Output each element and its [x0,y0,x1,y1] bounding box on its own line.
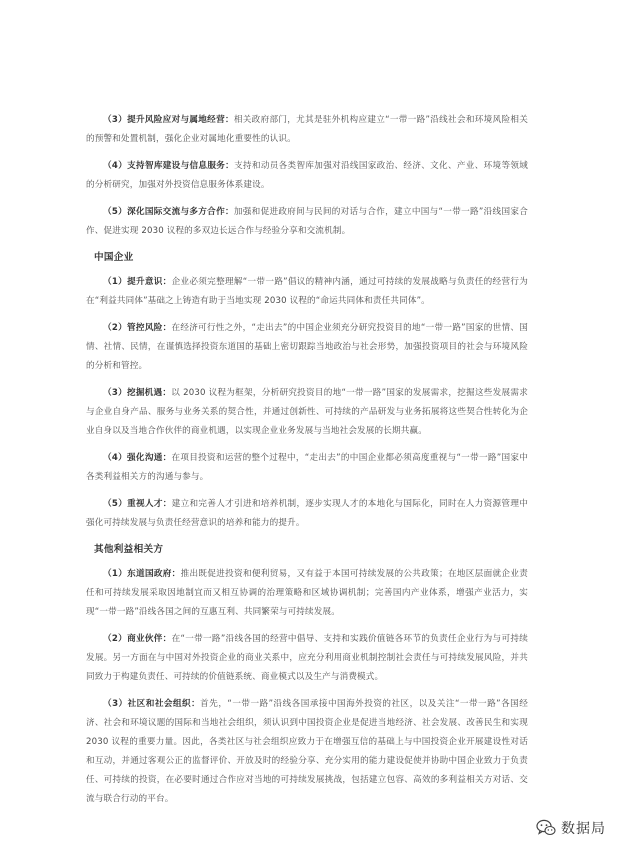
paragraph [86,319,528,376]
paragraph [86,384,528,441]
paragraph-text: 首先，“一带一路”沿线各国承接中国海外投资的社区，以及关注“一带一路”各国经济、社会和环境议题的国际和当地社会组织，须认识到中国投资企业是促进当地经济、社会发展、改善民生和实现 2030 议程的重要力量。因此，各类社区与社会组织应致力于在增强互信的基础上与中国投资企业开展建设性对话和互动，并通过客观公正的监督评价、开放及时的经验分享、充分实用的能力建设促使并协助中国企业致力于负责任、可持续的投资，在必要时通过合作应对当地的可持续发展挑战，包括建立包容、高效的多利益相关方对话、交流与联合行动的平台。 [86,699,528,804]
document-body [86,111,528,817]
paragraph [86,111,528,149]
paragraph [86,565,528,622]
paragraph-text: 加强和促进政府间与民间的对话与合作，建立中国与“一带一路”沿线国家合作、促进实现 2030 议程的多双边长远合作与经验分享和交流机制。 [86,207,528,236]
paragraph-text: 建立和完善人才引进和培养机制，逐步实现人才的本地化与国际化，同时在人力资源管理中强化可持续发展与负责任经营意识的培养和能力的提升。 [86,499,528,528]
paragraph-text: 在项目投资和运营的整个过程中，“走出去”的中国企业都必须高度重视与“一带一路”国家中各类利益相关方的沟通与参与。 [86,453,528,482]
paragraph-label: （5）重视人才： [103,499,172,509]
paragraph-text: 以 2030 议程为框架，分析研究投资目的地“一带一路”国家的发展需求，挖掘这些发展需求与企业自身产品、服务与业务关系的契合性，并通过创新性、可持续的产品研发与业务拓展将这些契合性转化为企业自身以及当地合作伙伴的商业机遇，以实现企业业务发展与当地社会发展的长期共赢。 [86,388,528,436]
paragraph [86,630,528,687]
watermark-text: 数据局 [561,821,606,837]
section-heading: 其他利益相关方 [94,544,164,555]
paragraph-text: 推出既促进投资和便利贸易，又有益于本国可持续发展的公共政策；在地区层面就企业责任和可持续发展采取因地制宜而又相互协调的治理策略和区域协调机制；完善国内产业体系，增强产业活力，实现“一带一路”沿线各国之间的互惠互利、共同繁荣与可持续发展。 [86,569,528,617]
paragraph-label: （2）管控风险： [103,323,172,333]
paragraph-label: （4）强化沟通： [103,453,172,463]
watermark [536,816,606,840]
group-chinese-enterprises [86,249,528,533]
paragraph-label: （2）商业伙伴： [103,634,172,644]
section-heading: 中国企业 [94,252,134,263]
paragraph [86,273,528,311]
paragraph-text: 相关政府部门，尤其是驻外机构应建立“一带一路”沿线社会和环境风险相关的预警和处置机制，强化企业对属地化重要性的认识。 [86,115,528,144]
group-other-stakeholders [86,541,528,809]
paragraph-text: 在“一带一路”沿线各国的经营中倡导、支持和实践价值链各环节的负责任企业行为与可持续发展。另一方面在与中国对外投资企业的商业关系中，应充分利用商业机制控制社会责任与可持续发展风险，并共同致力于构建负责任、可持续的价值链系统、商业模式以及生产与消费模式。 [86,634,528,682]
paragraph-label: （3）挖掘机遇： [103,388,172,398]
paragraph [86,157,528,195]
group-policy [86,111,528,241]
paragraph-label: （3）社区和社会组织： [103,699,201,709]
paragraph-text: 企业必须完整理解“一带一路”倡议的精神内涵，通过可持续的发展战略与负责任的经营行为在“利益共同体”基础之上铸造有助于当地实现 2030 议程的“命运共同体和责任共同体”。 [86,277,528,306]
paragraph [86,449,528,487]
paragraph [86,695,528,809]
paragraph-label: （1）东道国政府： [103,569,181,579]
paragraph-label: （5）深化国际交流与多方合作： [103,207,234,217]
paragraph-label: （3）提升风险应对与属地经营： [103,115,234,125]
paragraph-text: 支持和动员各类智库加强对沿线国家政治、经济、文化、产业、环境等领域的分析研究，加强对外投资信息服务体系建设。 [86,161,529,190]
paragraph-label: （4）支持智库建设与信息服务： [103,161,235,171]
paragraph-label: （1）提升意识： [103,277,172,287]
wechat-icon [536,819,556,837]
paragraph-text: 在经济可行性之外，“走出去”的中国企业须充分研究投资目的地“一带一路”国家的世情、国情、社情、民情，在谨慎选择投资东道国的基础上密切跟踪当地政治与社会形势，加强投资项目的社会与环境风险的分析和管控。 [86,323,528,371]
paragraph [86,203,528,241]
paragraph [86,495,528,533]
